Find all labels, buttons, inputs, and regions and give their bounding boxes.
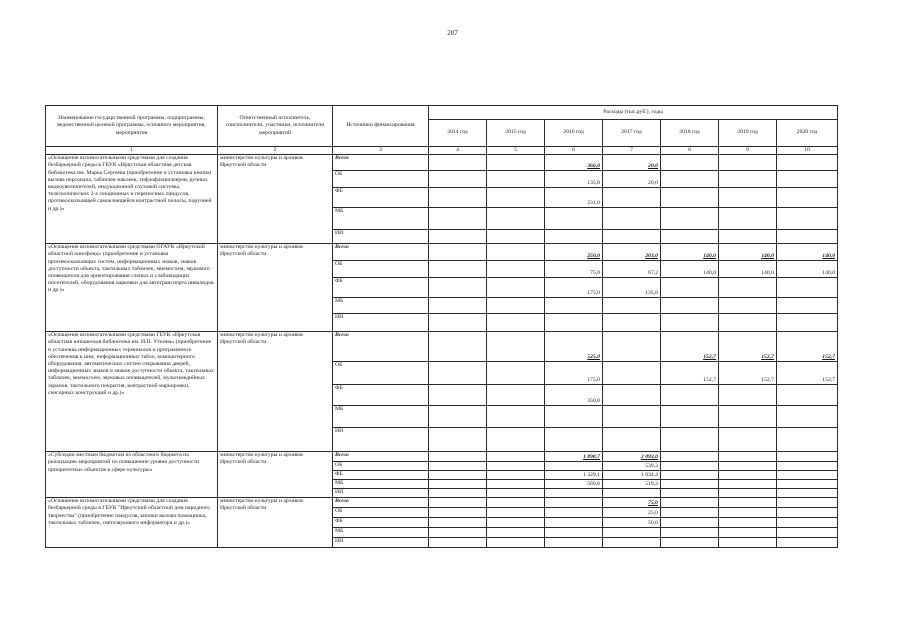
amount-cell: 152,7 <box>777 332 838 362</box>
amount-cell: 67,2 <box>603 261 661 278</box>
amount-cell <box>661 314 719 332</box>
funding-source: ФБ <box>333 278 429 298</box>
amount-cell: 231,0 <box>545 188 603 208</box>
amount-cell <box>487 230 545 244</box>
amount-cell: 175,0 <box>545 362 603 385</box>
amount-cell <box>429 518 487 528</box>
amount-cell: 539,3 <box>603 462 661 471</box>
amount-cell <box>603 406 661 428</box>
amount-cell <box>777 188 838 208</box>
amount-cell <box>429 278 487 298</box>
table-row <box>46 452 838 462</box>
amount-cell: 1 898,7 <box>545 452 603 462</box>
column-number: 6 <box>545 147 603 155</box>
amount-cell <box>429 452 487 462</box>
amount-cell <box>429 230 487 244</box>
amount-cell <box>661 538 719 548</box>
table-row <box>46 332 838 362</box>
amount-cell <box>487 332 545 362</box>
amount-cell <box>777 480 838 489</box>
amount-cell <box>487 538 545 548</box>
amount-cell: 152,7 <box>777 362 838 385</box>
amount-cell <box>487 452 545 462</box>
amount-cell <box>545 498 603 508</box>
amount-cell: 1 034,4 <box>603 471 661 480</box>
amount-cell <box>429 428 487 452</box>
amount-cell <box>603 298 661 314</box>
amount-cell <box>603 528 661 538</box>
responsible-executor: министерство культуры и архивов Иркутской области <box>218 155 333 244</box>
amount-cell <box>661 298 719 314</box>
amount-cell <box>487 298 545 314</box>
amount-cell <box>545 462 603 471</box>
amount-cell <box>429 314 487 332</box>
amount-cell <box>603 230 661 244</box>
amount-cell <box>719 155 777 171</box>
amount-cell <box>661 406 719 428</box>
header-row <box>46 106 838 120</box>
amount-cell <box>603 362 661 385</box>
amount-cell <box>777 428 838 452</box>
column-number: 9 <box>719 147 777 155</box>
funding-source: ФБ <box>333 188 429 208</box>
amount-cell <box>487 155 545 171</box>
amount-cell <box>545 508 603 518</box>
amount-cell: 25,0 <box>603 508 661 518</box>
amount-cell <box>719 518 777 528</box>
amount-cell: 140,0 <box>777 261 838 278</box>
amount-cell: 250,0 <box>545 244 603 261</box>
amount-cell <box>429 208 487 230</box>
measure-name: «Оснащение вспомогательными средствами ОГАУК «Иркутской областной кинофонд» (приобретение и установка противоскользящих систем, информационных знаков, знаков доступности объекта, тактильных табличек, мнемосхем, звукового оповещателя для ориентирования слепых и слабовидящих посетителей, оборудования парковки для автотранспорта инвалидов и др.)» <box>46 244 218 332</box>
amount-cell <box>661 480 719 489</box>
amount-cell <box>777 498 838 508</box>
amount-cell <box>429 538 487 548</box>
amount-cell <box>719 471 777 480</box>
amount-cell: 75,0 <box>603 498 661 508</box>
amount-cell <box>487 471 545 480</box>
header-year: 2017 год <box>603 120 661 147</box>
amount-cell <box>429 155 487 171</box>
amount-cell <box>429 406 487 428</box>
amount-cell <box>661 528 719 538</box>
column-number: 1 <box>46 147 218 155</box>
amount-cell <box>719 528 777 538</box>
amount-cell: 140,0 <box>661 261 719 278</box>
amount-cell: 75,0 <box>545 261 603 278</box>
amount-cell <box>777 406 838 428</box>
table-body <box>46 155 838 548</box>
amount-cell <box>487 528 545 538</box>
amount-cell: 569,6 <box>545 480 603 489</box>
column-number: 3 <box>333 147 429 155</box>
amount-cell <box>777 471 838 480</box>
amount-cell <box>487 385 545 406</box>
amount-cell <box>603 428 661 452</box>
header-year: 2019 год <box>719 120 777 147</box>
amount-cell <box>719 208 777 230</box>
funding-source: МБ <box>333 208 429 230</box>
amount-cell <box>603 538 661 548</box>
amount-cell <box>777 314 838 332</box>
responsible-executor: министерство культуры и архивов Иркутской области <box>218 452 333 498</box>
amount-cell: 2 093,0 <box>603 452 661 462</box>
amount-cell <box>777 155 838 171</box>
amount-cell <box>487 489 545 498</box>
amount-cell: 140,0 <box>719 261 777 278</box>
amount-cell <box>777 489 838 498</box>
amount-cell <box>429 471 487 480</box>
amount-cell: 525,0 <box>545 332 603 362</box>
amount-cell <box>661 208 719 230</box>
amount-cell: 50,0 <box>603 518 661 528</box>
amount-cell <box>661 385 719 406</box>
amount-cell <box>719 230 777 244</box>
header-expenses: Расходы (тыс.руб.), годы <box>429 106 838 120</box>
amount-cell: 519,3 <box>603 480 661 489</box>
funding-source: ОБ <box>333 462 429 471</box>
amount-cell <box>603 332 661 362</box>
amount-cell <box>487 508 545 518</box>
amount-cell <box>777 528 838 538</box>
amount-cell <box>719 428 777 452</box>
amount-cell <box>487 480 545 489</box>
amount-cell <box>545 528 603 538</box>
funding-source: МБ <box>333 298 429 314</box>
table-row <box>46 244 838 261</box>
amount-cell: 140,0 <box>777 244 838 261</box>
amount-cell <box>429 528 487 538</box>
amount-cell <box>487 208 545 230</box>
amount-cell <box>487 244 545 261</box>
amount-cell <box>777 508 838 518</box>
amount-cell <box>719 452 777 462</box>
amount-cell <box>719 462 777 471</box>
funding-source: ИИ <box>333 314 429 332</box>
amount-cell <box>661 428 719 452</box>
amount-cell: 1 329,1 <box>545 471 603 480</box>
column-number: 5 <box>487 147 545 155</box>
funding-source: Всего <box>333 155 429 171</box>
amount-cell <box>719 298 777 314</box>
funding-source: Всего <box>333 452 429 462</box>
amount-cell <box>777 208 838 230</box>
measure-name: «Оснащение вспомогательными средствами для создания безбарьерной среды в ГБУК «Иркутская областная детская библиотека им. Марка Сергеева (приобретение и установка кнопки вызова персонала, табличек-наклеек, тифлофлешплееров, ручных видеоувеличителей, индукционной слуховой системы, телескопических 2-х секционных и переносных пандусов, противоскользящей самоклеящейся контрастной полосы, поручней и др.)» <box>46 155 218 244</box>
amount-cell <box>545 406 603 428</box>
header-sources: Источники финансирования <box>333 106 429 147</box>
amount-cell <box>429 480 487 489</box>
header-year: 2016 год <box>545 120 603 147</box>
amount-cell <box>603 208 661 230</box>
amount-cell: 135,0 <box>545 171 603 188</box>
amount-cell <box>603 489 661 498</box>
amount-cell <box>429 171 487 188</box>
column-number-row <box>46 147 838 155</box>
amount-cell <box>661 278 719 298</box>
amount-cell <box>719 498 777 508</box>
amount-cell <box>603 385 661 406</box>
amount-cell <box>545 538 603 548</box>
amount-cell <box>661 452 719 462</box>
funding-source: Всего <box>333 498 429 508</box>
amount-cell <box>661 230 719 244</box>
amount-cell <box>487 261 545 278</box>
amount-cell <box>719 508 777 518</box>
funding-source: Всего <box>333 244 429 261</box>
table-row <box>46 155 838 171</box>
amount-cell <box>719 406 777 428</box>
amount-cell: 140,0 <box>661 244 719 261</box>
amount-cell: 152,7 <box>719 332 777 362</box>
column-number: 7 <box>603 147 661 155</box>
funding-source: Всего <box>333 332 429 362</box>
amount-cell <box>487 498 545 508</box>
amount-cell <box>661 489 719 498</box>
funding-source: ИИ <box>333 538 429 548</box>
amount-cell <box>777 452 838 462</box>
funding-source: ОБ <box>333 171 429 188</box>
amount-cell <box>603 188 661 208</box>
amount-cell <box>719 171 777 188</box>
amount-cell <box>719 538 777 548</box>
responsible-executor: министерство культуры и архивов Иркутской области <box>218 244 333 332</box>
amount-cell <box>777 230 838 244</box>
funding-source: ОБ <box>333 261 429 278</box>
amount-cell <box>487 314 545 332</box>
funding-source: ФБ <box>333 471 429 480</box>
column-number: 4 <box>429 147 487 155</box>
funding-source: МБ <box>333 528 429 538</box>
amount-cell <box>719 489 777 498</box>
amount-cell <box>603 314 661 332</box>
funding-source: МБ <box>333 406 429 428</box>
amount-cell: 152,7 <box>719 362 777 385</box>
amount-cell <box>429 244 487 261</box>
amount-cell: 140,0 <box>719 244 777 261</box>
amount-cell: 135,8 <box>603 278 661 298</box>
amount-cell <box>777 298 838 314</box>
amount-cell <box>777 385 838 406</box>
budget-table <box>45 105 838 548</box>
amount-cell: 203,0 <box>603 244 661 261</box>
amount-cell <box>429 188 487 208</box>
amount-cell: 175,0 <box>545 278 603 298</box>
column-number: 8 <box>661 147 719 155</box>
amount-cell: 366,0 <box>545 155 603 171</box>
amount-cell <box>719 278 777 298</box>
amount-cell <box>545 314 603 332</box>
amount-cell <box>777 171 838 188</box>
amount-cell <box>719 385 777 406</box>
amount-cell <box>487 188 545 208</box>
amount-cell <box>429 508 487 518</box>
funding-source: ОБ <box>333 362 429 385</box>
funding-source: ФБ <box>333 385 429 406</box>
amount-cell <box>545 208 603 230</box>
amount-cell: 152,7 <box>661 362 719 385</box>
header-responsible: Ответственный исполнитель, соисполнители, участники, исполнители мероприятий <box>218 106 333 147</box>
measure-name: «Оснащение вспомогательными средствами ГБУК «Иркутская областная юношеская библиотека им. И.П. Уткина» (приобретение и установка информационных терминалов и программного обеспечения к ним, информационных табло, компьютерного оборудования, автоматических систем открывания дверей, информационных знаков и знаков доступности объекта, тактильных табличек, мнемосхем, звуковых оповещателей, мультимедийных экранов, тактильного покрытия, контрастной маркировки, сенсорных конструкций и др.)» <box>46 332 218 452</box>
funding-source: ОБ <box>333 508 429 518</box>
funding-source: ИИ <box>333 428 429 452</box>
amount-cell: 20,0 <box>603 171 661 188</box>
amount-cell <box>545 489 603 498</box>
amount-cell <box>777 538 838 548</box>
amount-cell <box>487 462 545 471</box>
amount-cell <box>661 155 719 171</box>
amount-cell <box>429 298 487 314</box>
header-year: 2015 год <box>487 120 545 147</box>
amount-cell <box>777 518 838 528</box>
amount-cell <box>719 188 777 208</box>
amount-cell <box>661 471 719 480</box>
funding-source: ФБ <box>333 518 429 528</box>
amount-cell <box>661 508 719 518</box>
amount-cell <box>487 278 545 298</box>
amount-cell <box>661 171 719 188</box>
amount-cell <box>429 385 487 406</box>
amount-cell <box>545 428 603 452</box>
amount-cell <box>429 498 487 508</box>
amount-cell <box>777 278 838 298</box>
funding-source: ИИ <box>333 489 429 498</box>
measure-name: «Субсидии местным бюджетам из областного бюджета на реализацию мероприятий по повышению уровня доступности приоритетных объектов в сфере культуры» <box>46 452 218 498</box>
table-row <box>46 498 838 508</box>
amount-cell <box>487 518 545 528</box>
amount-cell <box>661 498 719 508</box>
header-year: 2014 год <box>429 120 487 147</box>
amount-cell <box>487 406 545 428</box>
amount-cell <box>719 314 777 332</box>
header-year: 2020 год <box>777 120 838 147</box>
amount-cell <box>777 462 838 471</box>
amount-cell <box>661 518 719 528</box>
funding-source: МБ <box>333 480 429 489</box>
header-name: Наименование государственной программы, подпрограммы, ведомственной целевой программы, основного мероприятия, мероприятия <box>46 106 218 147</box>
amount-cell <box>429 489 487 498</box>
measure-name: «Оснащение вспомогательными средствами для создания безбарьерной среды в ГБУК "Иркутский областной дом народного творчества" (приобретение пандусов, кнопки вызова помощника, тактильных табличек, светозвукового информатора и др.)» <box>46 498 218 548</box>
amount-cell <box>429 261 487 278</box>
funding-source: ИИ <box>333 230 429 244</box>
amount-cell <box>487 428 545 452</box>
amount-cell: 350,0 <box>545 385 603 406</box>
amount-cell <box>545 230 603 244</box>
amount-cell <box>429 332 487 362</box>
responsible-executor: министерство культуры и архивов Иркутской области <box>218 332 333 452</box>
amount-cell: 20,0 <box>603 155 661 171</box>
header-year: 2018 год <box>661 120 719 147</box>
responsible-executor: министерство культуры и архивов Иркутской области <box>218 498 333 548</box>
amount-cell <box>429 362 487 385</box>
page-number: 207 <box>447 29 458 37</box>
amount-cell <box>719 480 777 489</box>
column-number: 2 <box>218 147 333 155</box>
amount-cell <box>545 518 603 528</box>
amount-cell <box>661 188 719 208</box>
amount-cell <box>661 462 719 471</box>
amount-cell <box>429 462 487 471</box>
amount-cell <box>545 298 603 314</box>
column-number: 10 <box>777 147 838 155</box>
amount-cell <box>487 362 545 385</box>
amount-cell <box>487 171 545 188</box>
amount-cell: 152,7 <box>661 332 719 362</box>
